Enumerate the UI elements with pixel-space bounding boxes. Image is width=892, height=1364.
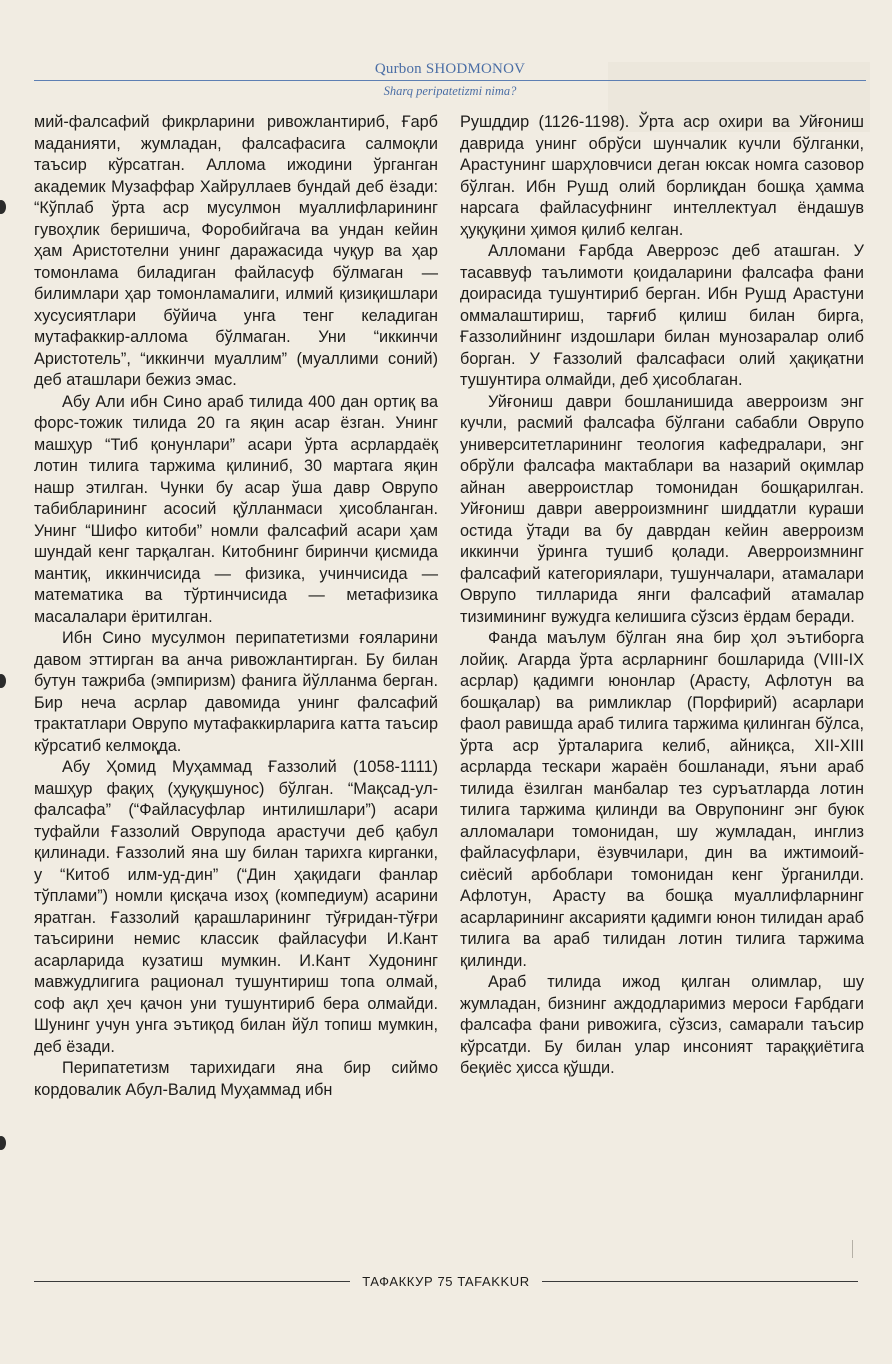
footer-rule-left bbox=[34, 1281, 350, 1282]
paragraph: Араб тилида ижод қилган олимлар, шу жумладан, бизнинг аждодларимиз мероси Ғарбдаги фалсафа фани ривожига, сўзсиз, самарали таъсир кўрсатди. Бу билан улар инсоният тараққиётига беқиёс ҳисса қўшди. bbox=[460, 973, 864, 1077]
page-number-label: ТАФАККУР 75 TAFAKKUR bbox=[362, 1273, 530, 1289]
article-title: Sharq peripatetizmi nima? bbox=[383, 84, 517, 98]
paragraph: Рушддир (1126-1198). Ўрта аср охири ва Уйғониш даврида унинг обрўси шунчалик кучли бўлганки, Арастунинг шарҳловчиси деган юксак номга сазовор бўлган. Ибн Рушд олий борлиқдан бошқа ҳамма нарсага файласуфнинг интеллектуал ёндашув ҳуқуқини ҳимоя қилиб келган. bbox=[460, 113, 864, 239]
page-header bbox=[34, 60, 866, 99]
right-column bbox=[460, 112, 864, 1080]
paragraph: Уйғониш даври бошланишида аверроизм энг кучли, расмий фалсафа бўлгани сабабли Оврупо университетларининг теология кафедралари, энг обрўли фалсафа мактаблари ва назарий оқимлар айнан аверроистлар томонидан бошқарилган. Уйғониш даври аверроизмнинг шиддатли кураши остида ўтади ва бу даврдан кейин аверроизм иккинчи ўринга тушиб қолади. Аверроизмнинг фалсафий категориялари, тушунчалари, атамалари Оврупо тилларида янги фалсафий атамалар тизимининг вужудга келишига сўзсиз ёрдам беради. bbox=[460, 392, 864, 626]
page-footer bbox=[34, 1270, 858, 1292]
paragraph: Абу Али ибн Сино араб тилида 400 дан ортиқ ва форс-тожик тилида 20 га яқин асар ёзган. Унинг машҳур “Тиб қонунлари” асари ўрта асрлардаёқ лотин тилига таржима қилиниб, 30 мартага яқин нашр этилган. Чунки бу асар ўша давр Оврупо табибларининг асосий қўлланмаси ҳисобланган. Унинг “Шифо китоби” номли фалсафий асари ҳам шундай кенг тарқалган. Китобнинг биринчи қисмида мантиқ, иккинчисида — физика, учинчисида — математика ва тўртинчисида — метафизика масалалари ёритилган. bbox=[34, 392, 438, 626]
footer-rule-right bbox=[542, 1281, 858, 1282]
paragraph: Алломани Ғарбда Аверроэс деб аташган. У тасаввуф таълимоти қоидаларини фалсафа фани доирасида тушунтириб берган. Ибн Рушд Арастуни оммалаштириш, тарғиб қилиш билан бирга, Ғаззолийнинг издошлари билан мунозаралар олиб борган. У Ғаззолий фалсафаси олий ҳақиқатни тушунтира олмайди, деб ҳисоблаган. bbox=[460, 242, 864, 389]
paragraph: Перипатетизм тарихидаги яна бир сиймо кордовалик Абул-Валид Муҳаммад ибн bbox=[34, 1059, 438, 1099]
binding-hole bbox=[0, 674, 6, 688]
scan-mark bbox=[852, 1240, 853, 1258]
author-name: Qurbon SHODMONOV bbox=[374, 61, 526, 77]
binding-hole bbox=[0, 1136, 6, 1150]
binding-hole bbox=[0, 200, 6, 214]
paragraph: мий-фалсафий фикрларини ривожлантириб, Ғарб маданияти, жумладан, фалсафасига салмоқли таъсир кўрсатган. Аллома ижодини ўрганган академик Музаффар Хайруллаев бундай деб ёзади: “Кўплаб ўрта аср мусулмон муаллифларининг гувоҳлик беришича, Форобийгача ва ундан кейин ҳам Аристотелни унинг даражасида чуқур ва ҳар томонлама биладиган файласуф бўлмаган — билимлари ҳар томонламалиги, илмий қизиқишлари хусусиятлари бўйича унга тенг келадиган мутафаккир-аллома бўлмаган. Уни “иккинчи Аристотель”, “иккинчи муаллим” (муаллими соний) деб аташлари бежиз эмас. bbox=[34, 113, 438, 389]
paragraph: Абу Ҳомид Муҳаммад Ғаззолий (1058-1111) машҳур фақиҳ (ҳуқуқшунос) бўлган. “Мақсад-ул-фалсафа” (“Файласуфлар интилишлари”) асари туфайли Ғаззолий Оврупода арастучи деб қабул қилинади. Ғаззолий яна шу билан тарихга кирганки, у “Китоб илм-уд-дин” (“Дин ҳақидаги фанлар тўплами”) номли қисқача изоҳ (компедиум) асарини яратган. Ғаззолий қарашларининг тўғридан-тўғри таъсирини немис классик файласуфи И.Кант асарларида кузатиш мумкин. И.Кант Худонинг мавжудлигига рационал тушунтириш топа олмай, соф ақл ҳеч қачон уни тушунтириб бера олмайди. Шунинг учун унга эътиқод билан йўл топиш мумкин, деб ёзади. bbox=[34, 758, 438, 1056]
left-column bbox=[34, 112, 438, 1101]
paragraph: Ибн Сино мусулмон перипатетизми ғояларини давом эттирган ва анча ривожлантирган. Бу билан бутун тажриба (эмпиризм) фанига йўлланма берган. Бир неча асрлар давомида унинг фалсафий трактатлари Оврупо мутафаккирларига катта таъсир кўрсатиб келмоқда. bbox=[34, 629, 438, 755]
header-rule bbox=[34, 80, 866, 81]
paragraph: Фанда маълум бўлган яна бир ҳол эътиборга лойиқ. Агарда ўрта асрларнинг бошларида (VIII-IX асрлар) қадимги юнонлар (Арасту, Афлотун ва бошқалар) ва римликлар (Порфирий) асарлари фаол равишда араб тилига таржима қилинган бўлса, ўрта аср ўрталарига келиб, айниқса, XII-XIII асрларда тескари жараён бошланади, яъни араб тилида ёзилган манбалар тез суръатларда лотин тилига таржима қилинди ва Оврупонинг энг буюк алломалари томонидан, шу жумладан, инглиз файласуфлари, ёзувчилари, дин ва ижтимоий-сиёсий арбоблари томонидан кенг ўрганилди. Афлотун, Арасту ва бошқа муаллифларнинг асарларининг аксарияти қадимги юнон тилидан араб тилига ва араб тилидан лотин тилига таржима қилинди. bbox=[460, 629, 864, 970]
